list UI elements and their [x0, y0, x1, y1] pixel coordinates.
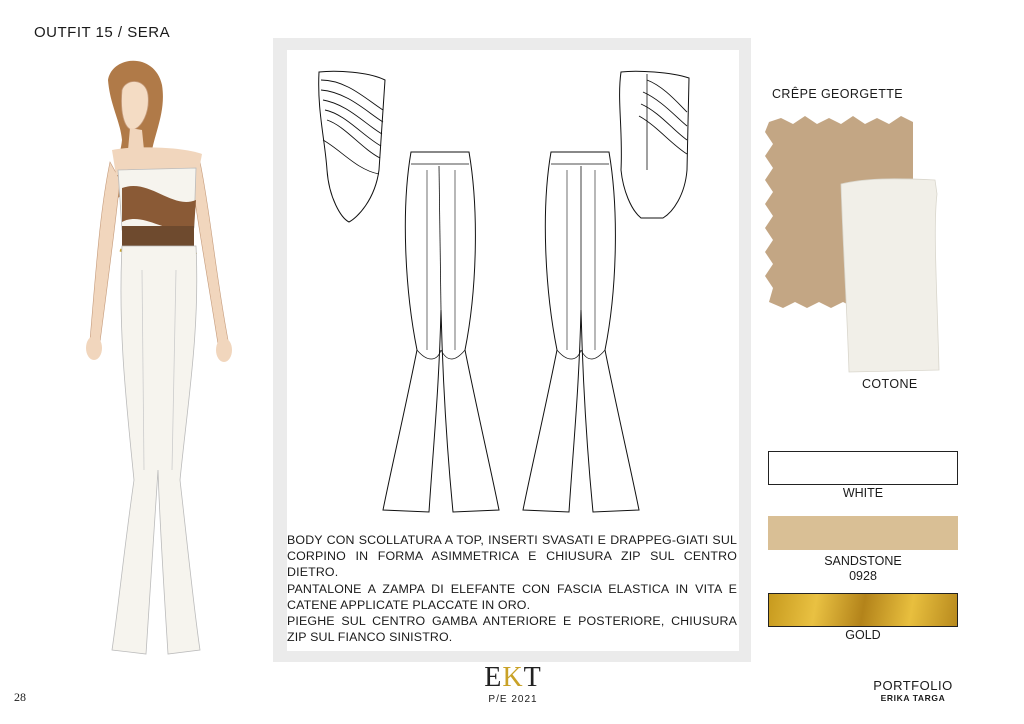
- designer-name: ERIKA TARGA: [880, 693, 946, 703]
- outfit-title: OUTFIT 15 / SERA: [34, 24, 171, 41]
- color-label-gold: GOLD: [845, 628, 881, 642]
- page-number: 28: [14, 690, 26, 704]
- fabric-label-cotone: COTONE: [862, 377, 918, 391]
- trousers-back-flat: [523, 152, 639, 512]
- portfolio-label: PORTFOLIO: [873, 678, 953, 693]
- bodysuit-back-flat: [620, 71, 689, 218]
- bodysuit-front-flat: [319, 71, 385, 222]
- garment-description: [287, 532, 737, 645]
- description-body: BODY CON SCOLLATURA A TOP, INSERTI SVASATI E DRAPPEG-GIATI SUL CORPINO IN FORMA ASIMMETRICA E CHIUSURA ZIP SUL CENTRO DIETRO.: [287, 533, 737, 580]
- fashion-illustration: [60, 50, 260, 670]
- brand-monogram: EKT: [484, 662, 542, 693]
- color-swatch-gold: [768, 593, 958, 627]
- season-label: P/E 2021: [488, 694, 538, 705]
- cotone-swatch: [841, 179, 939, 372]
- color-swatch-sandstone: [768, 516, 958, 550]
- technical-flats: [287, 50, 739, 530]
- fabric-swatches: [755, 108, 985, 378]
- brand-logo: [478, 664, 548, 705]
- trousers-front-flat: [383, 152, 499, 512]
- color-swatch-white: [768, 451, 958, 485]
- color-label-white: WHITE: [842, 486, 884, 500]
- color-label-sandstone: SANDSTONE 0928: [824, 554, 902, 583]
- fabric-label-crepe: CRÊPE GEORGETTE: [772, 87, 904, 101]
- description-details: PIEGHE SUL CENTRO GAMBA ANTERIORE E POSTERIORE, CHIUSURA ZIP SUL FIANCO SINISTRO.: [287, 614, 737, 645]
- description-trousers: PANTALONE A ZAMPA DI ELEFANTE CON FASCIA ELASTICA IN VITA E CATENE APPLICATE PLACCATE IN ORO.: [287, 581, 737, 612]
- portfolio-footer: [858, 678, 968, 703]
